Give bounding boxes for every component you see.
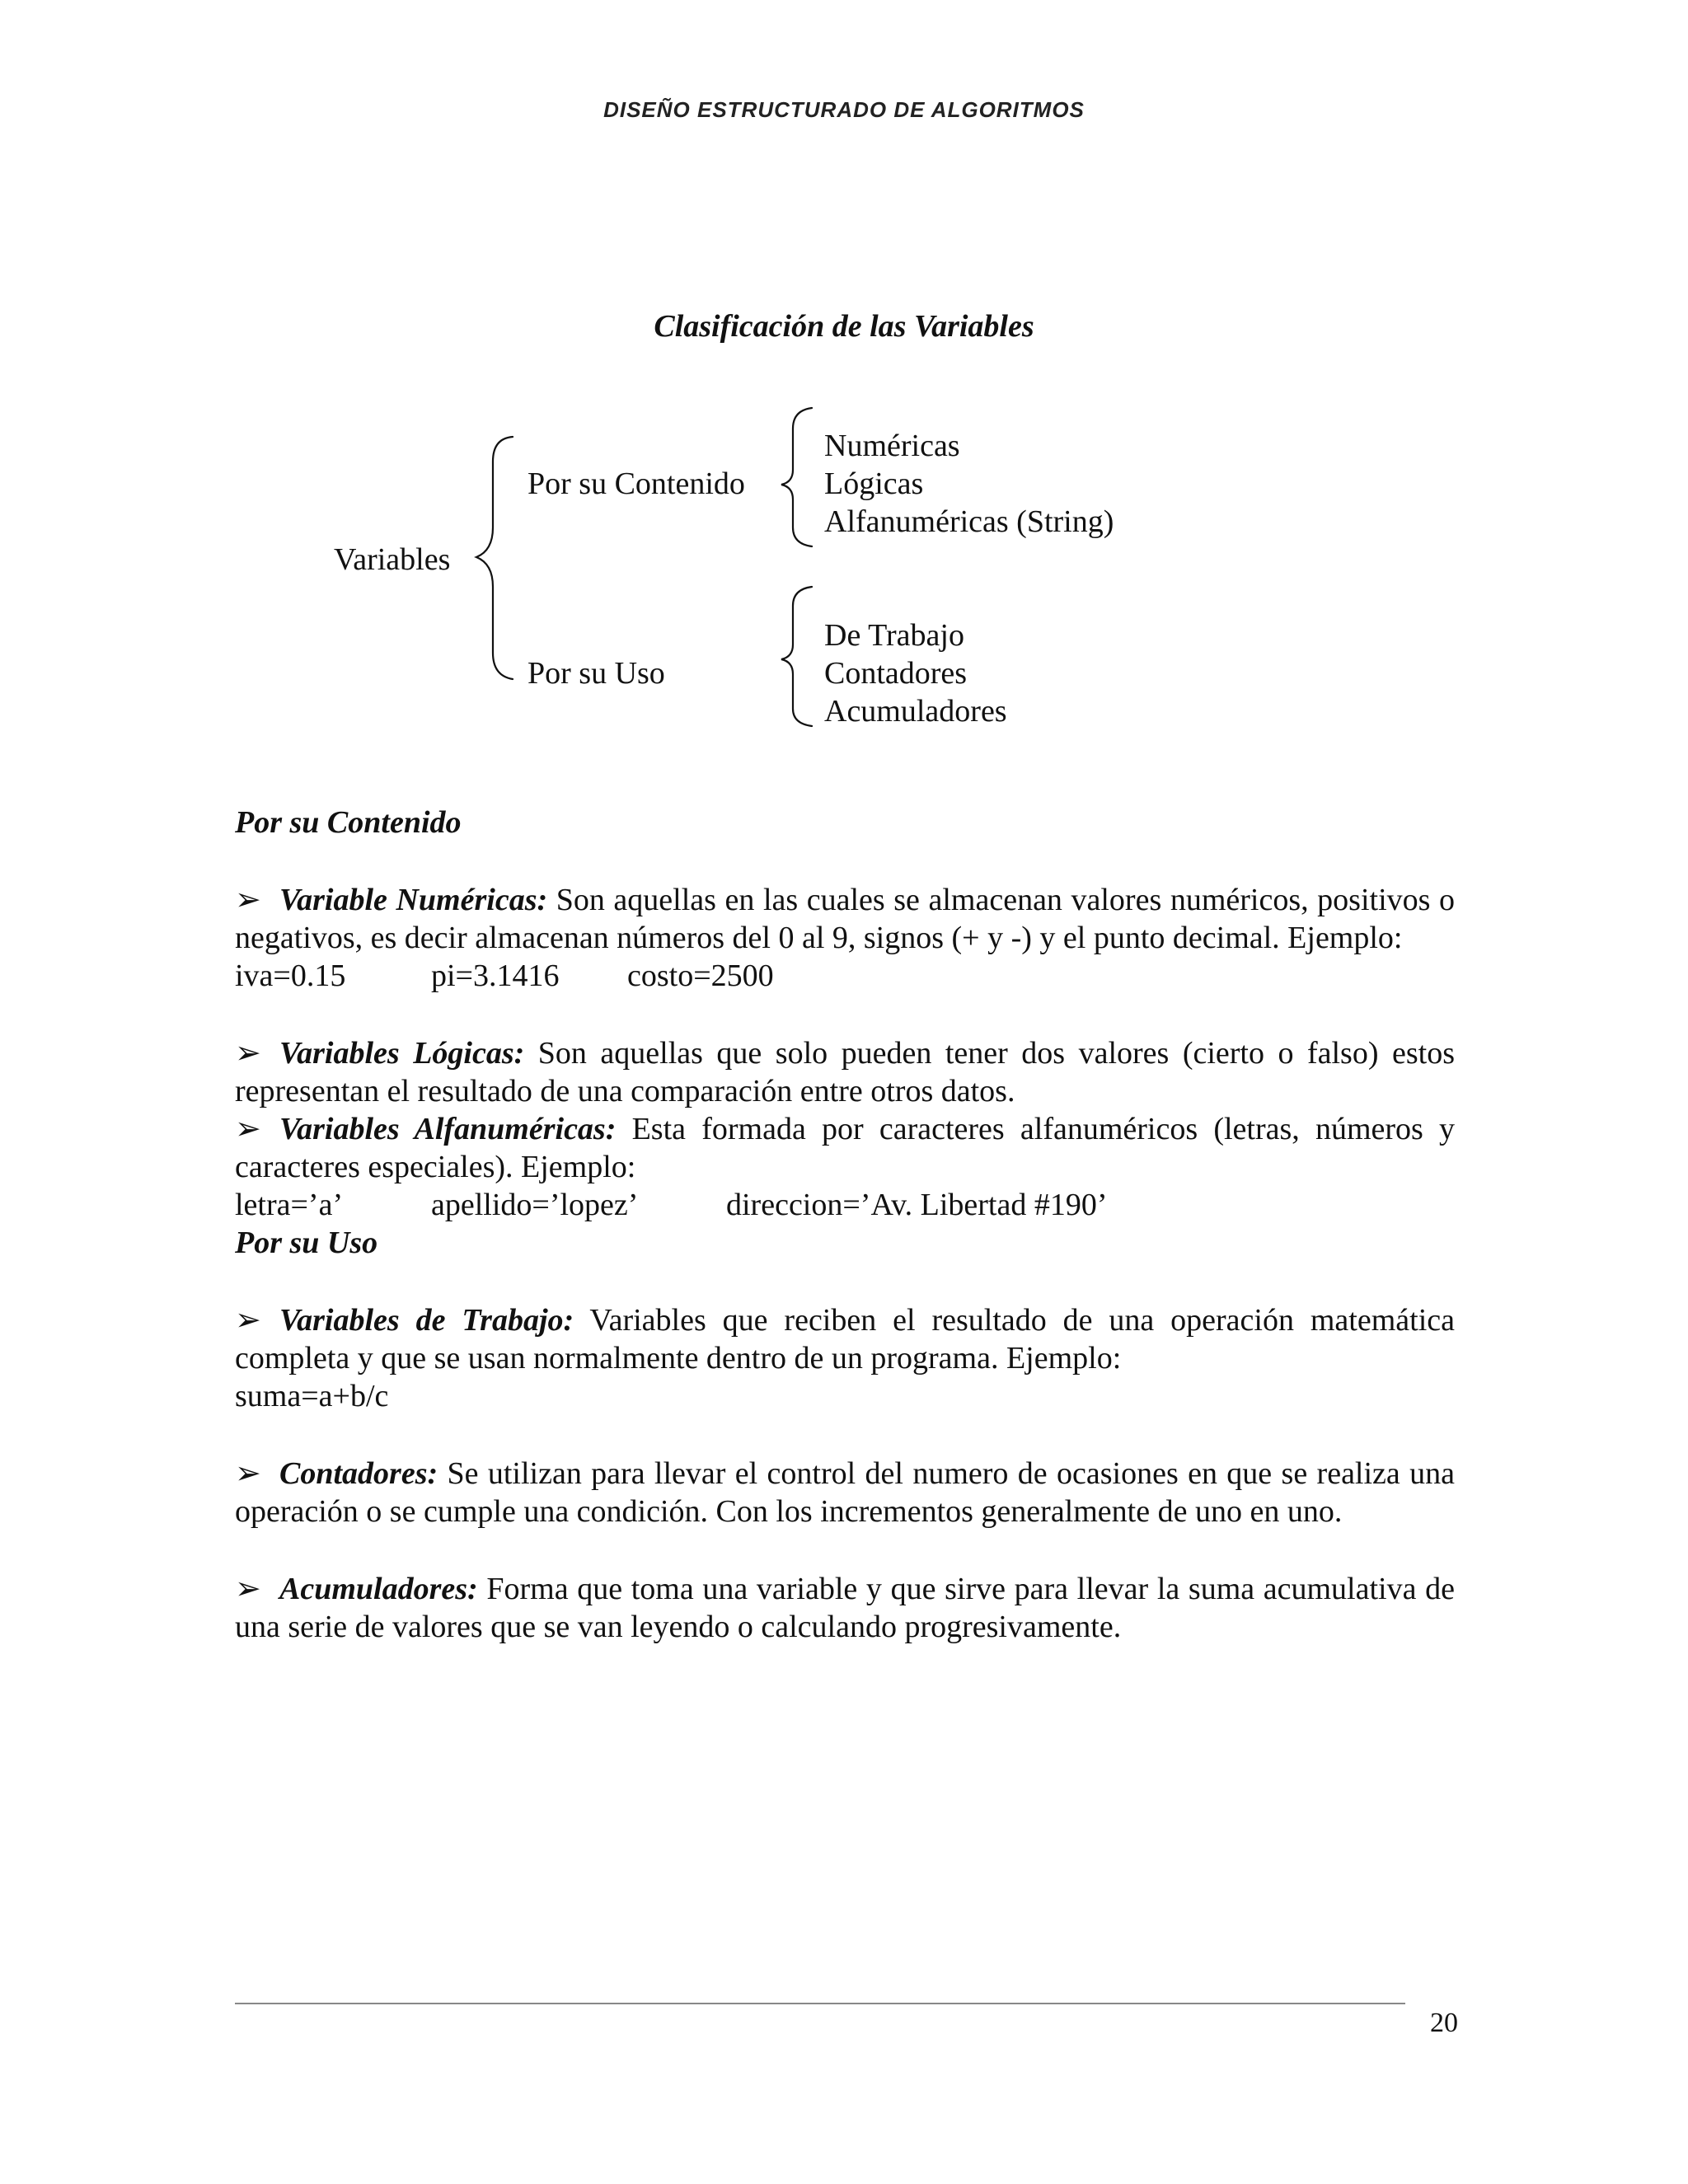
term-trabajo: Variables de Trabajo: bbox=[279, 1303, 574, 1338]
running-header: DISEÑO ESTRUCTURADO DE ALGORITMOS bbox=[603, 97, 1085, 122]
term-alfanumericas: Variables Alfanuméricas: bbox=[279, 1112, 617, 1146]
item-numericas: Numéricas bbox=[824, 429, 960, 463]
bullet-contadores bbox=[235, 1455, 1455, 1530]
example-iva: iva=0.15 bbox=[235, 958, 346, 993]
footer-rule bbox=[235, 2003, 1405, 2004]
branch-contenido-label: Por su Contenido bbox=[528, 466, 745, 501]
desc-alfanumericas: Esta formada por caracteres alfanuméricos (letras, números y caracteres especiales). Ejemplo: bbox=[235, 1112, 1456, 1184]
item-acumuladores: Acumuladores bbox=[824, 694, 1007, 729]
desc-acumuladores: Forma que toma una variable y que sirve para llevar la suma acumulativa de una serie de valores que se van leyendo o calculando progresivamente. bbox=[235, 1572, 1455, 1644]
examples-alfanumericas bbox=[235, 1186, 1455, 1224]
term-acumuladores: Acumuladores: bbox=[279, 1572, 478, 1606]
bullet-numericas bbox=[235, 881, 1455, 957]
example-direccion: direccion=’Av. Libertad #190’ bbox=[726, 1188, 1108, 1222]
bullet-alfanumericas bbox=[235, 1110, 1455, 1186]
example-pi: pi=3.1416 bbox=[431, 958, 560, 993]
item-contadores: Contadores bbox=[824, 656, 968, 691]
body-content bbox=[235, 804, 1455, 1646]
arrow-bullet-icon: ➢ bbox=[235, 1036, 261, 1071]
bullet-logicas bbox=[235, 1034, 1455, 1110]
desc-logicas: Son aquellas que solo pueden tener dos valores (cierto o falso) estos representan el resultado de una comparación entre otros datos. bbox=[235, 1036, 1455, 1108]
examples-numericas bbox=[235, 957, 1455, 995]
item-alfanumericas: Alfanuméricas (String) bbox=[824, 504, 1114, 539]
section-heading-contenido: Por su Contenido bbox=[235, 805, 462, 840]
desc-trabajo: Variables que reciben el resultado de una operación matemática completa y que se usan normalmente dentro de un programa. Ejemplo: bbox=[235, 1303, 1455, 1376]
diagram-root: Variables bbox=[334, 542, 451, 577]
arrow-bullet-icon: ➢ bbox=[235, 883, 261, 917]
section-heading-uso: Por su Uso bbox=[235, 1226, 378, 1260]
root-brace bbox=[476, 437, 513, 679]
page-title: Clasificación de las Variables bbox=[654, 309, 1034, 344]
example-letra: letra=’a’ bbox=[235, 1188, 344, 1222]
page-number: 20 bbox=[1430, 2008, 1458, 2038]
example-apellido: apellido=’lopez’ bbox=[431, 1188, 639, 1222]
term-logicas: Variables Lógicas: bbox=[279, 1036, 525, 1071]
desc-numericas: Son aquellas en las cuales se almacenan valores numéricos, positivos o negativos, es decir almacenan números del 0 al 9, signos (+ y -) y el punto decimal. Ejemplo: bbox=[235, 883, 1456, 955]
contenido-brace bbox=[781, 408, 812, 546]
term-contadores: Contadores: bbox=[279, 1456, 438, 1491]
example-suma: suma=a+b/c bbox=[235, 1379, 389, 1413]
arrow-bullet-icon: ➢ bbox=[235, 1303, 261, 1338]
arrow-bullet-icon: ➢ bbox=[235, 1572, 261, 1606]
item-de-trabajo: De Trabajo bbox=[824, 618, 964, 653]
term-numericas: Variable Numéricas: bbox=[279, 883, 548, 917]
arrow-bullet-icon: ➢ bbox=[235, 1112, 261, 1146]
example-costo: costo=2500 bbox=[627, 958, 774, 993]
item-logicas: Lógicas bbox=[824, 466, 924, 501]
branch-uso-label: Por su Uso bbox=[528, 656, 665, 691]
uso-brace bbox=[781, 587, 812, 726]
desc-contadores: Se utilizan para llevar el control del numero de ocasiones en que se realiza una operación o se cumple una condición. Con los incrementos generalmente de uno en uno. bbox=[235, 1456, 1456, 1529]
bullet-trabajo bbox=[235, 1301, 1455, 1377]
arrow-bullet-icon: ➢ bbox=[235, 1456, 261, 1491]
bullet-acumuladores bbox=[235, 1570, 1455, 1646]
